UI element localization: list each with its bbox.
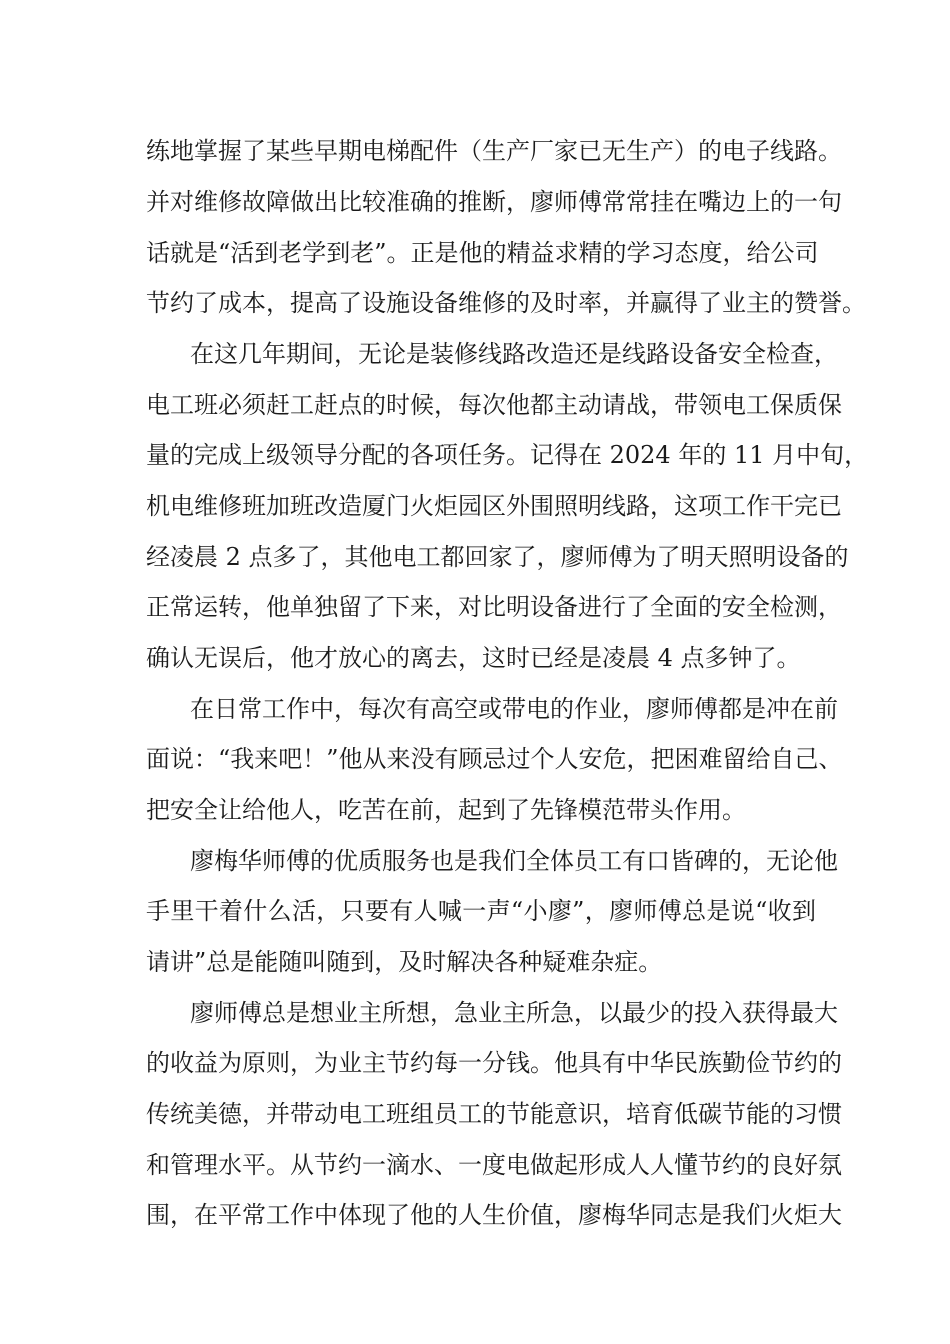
paragraph-first-line: 廖梅华师傅的优质服务也是我们全体员工有口皆碑的，无论他 <box>190 847 838 875</box>
text-line: 传统美德，并带动电工班组员工的节能意识，培育低碳节能的习惯 <box>146 1100 842 1128</box>
text-line: 正常运转，他单独留了下来，对比明设备进行了全面的安全检测， <box>146 593 842 621</box>
text-line: 电工班必须赶工赶点的时候，每次他都主动请战，带领电工保质保 <box>146 391 842 419</box>
text-line: 围，在平常工作中体现了他的人生价值，廖梅华同志是我们火炬大 <box>146 1201 842 1229</box>
text-line: 量的完成上级领导分配的各项任务。记得在 2024 年的 11 月中旬， <box>146 441 869 469</box>
text-line: 练地掌握了某些早期电梯配件（生产厂家已无生产）的电子线路。 <box>146 137 842 165</box>
text-line: 手里干着什么活，只要有人喊一声“小廖”，廖师傅总是说“收到 <box>146 897 816 925</box>
paragraph-first-line: 在日常工作中，每次有高空或带电的作业，廖师傅都是冲在前 <box>190 695 838 723</box>
text-line: 请讲”总是能随叫随到，及时解决各种疑难杂症。 <box>146 948 663 976</box>
text-line: 节约了成本，提高了设施设备维修的及时率，并赢得了业主的赞誉。 <box>146 289 866 317</box>
text-line: 并对维修故障做出比较准确的推断，廖师傅常常挂在嘴边上的一句 <box>146 188 842 216</box>
text-line: 经凌晨 2 点多了，其他电工都回家了，廖师傅为了明天照明设备的 <box>146 543 849 571</box>
text-line: 和管理水平。从节约一滴水、一度电做起形成人人懂节约的良好氛 <box>146 1151 842 1179</box>
paragraph-first-line: 在这几年期间，无论是装修线路改造还是线路设备安全检查， <box>190 340 838 368</box>
text-line: 面说：“我来吧！”他从来没有顾忌过个人安危，把困难留给自己、 <box>146 745 843 773</box>
paragraph-first-line: 廖师傅总是想业主所想，急业主所急，以最少的投入获得最大 <box>190 999 838 1027</box>
text-line: 确认无误后，他才放心的离去，这时已经是凌晨 4 点多钟了。 <box>146 644 801 672</box>
text-line: 把安全让给他人，吃苦在前，起到了先锋模范带头作用。 <box>146 796 746 824</box>
text-line: 机电维修班加班改造厦门火炬园区外围照明线路，这项工作干完已 <box>146 492 842 520</box>
text-line: 的收益为原则，为业主节约每一分钱。他具有中华民族勤俭节约的 <box>146 1049 842 1077</box>
text-line: 话就是“活到老学到老”。正是他的精益求精的学习态度，给公司 <box>146 239 819 267</box>
